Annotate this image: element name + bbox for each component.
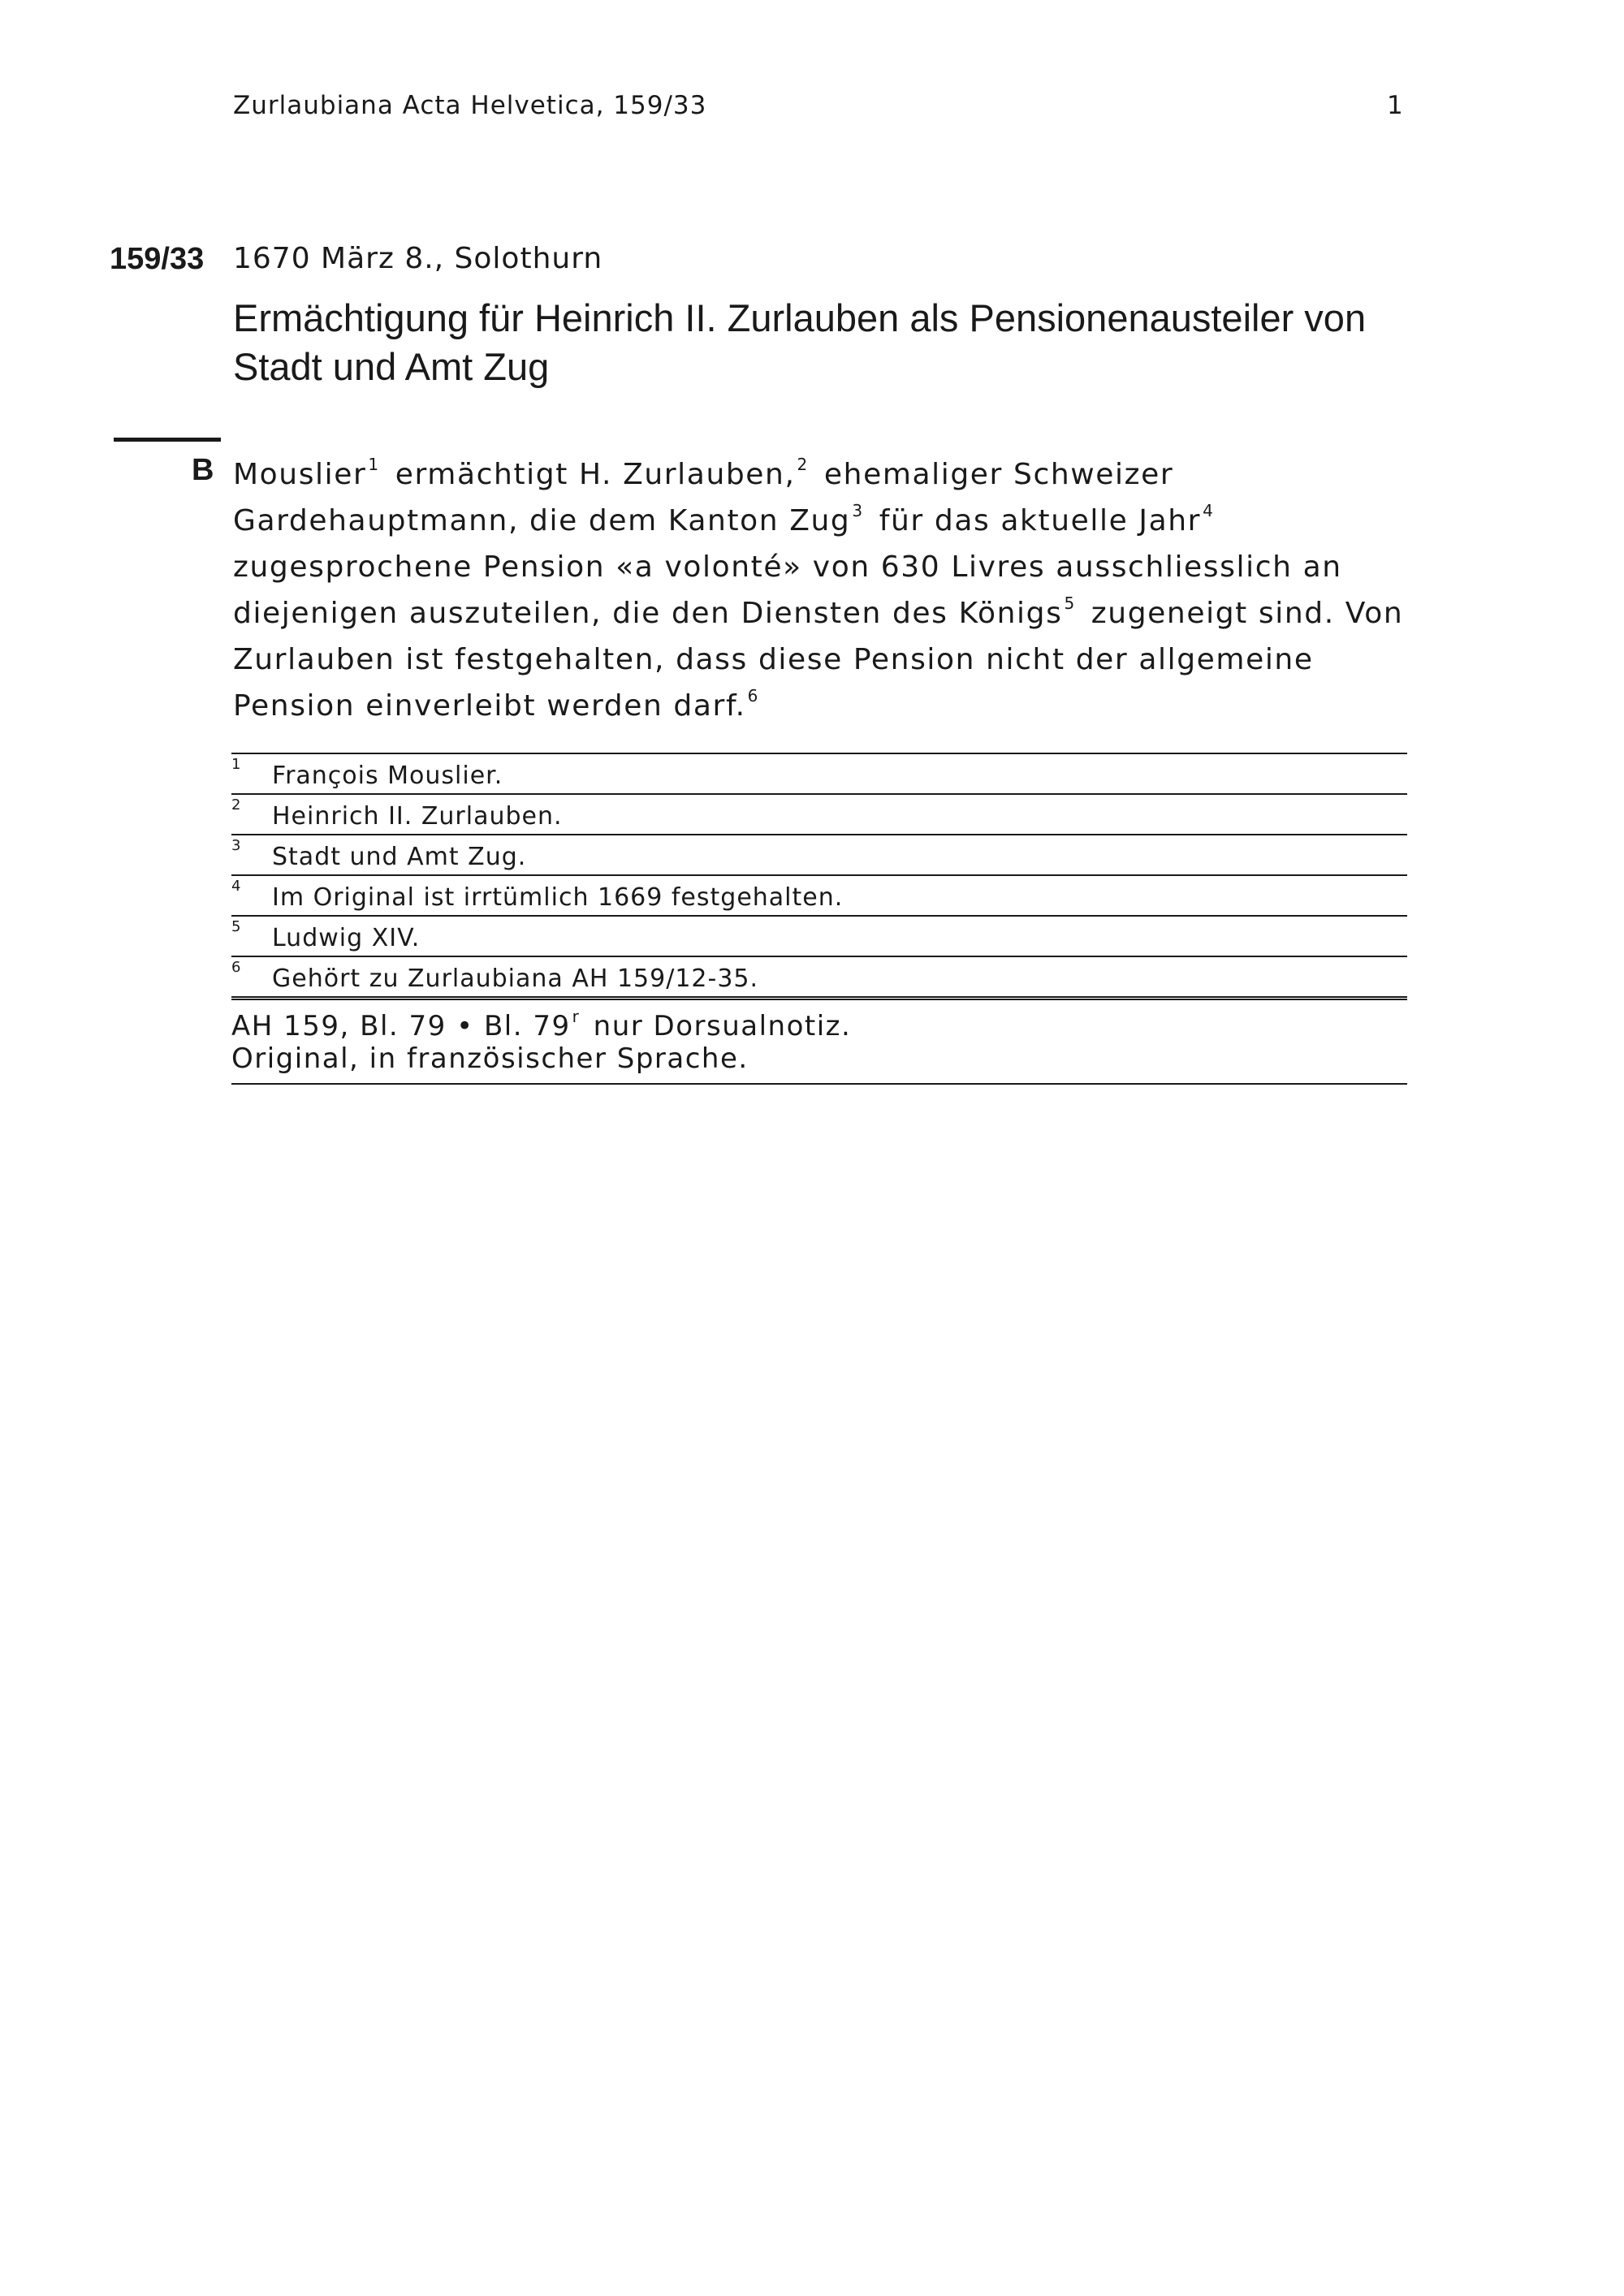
footnote <box>231 754 1407 795</box>
document-date-place: 1670 März 8., Solothurn <box>233 242 603 275</box>
footnote <box>231 795 1407 835</box>
footnote-number: 2 <box>231 796 241 814</box>
regest-segment: für das aktuelle Jahr <box>868 504 1202 537</box>
footnote <box>231 917 1407 957</box>
page-number: 1 <box>1387 91 1403 120</box>
source-reference <box>231 1006 1407 1042</box>
footnote-ref[interactable]: 6 <box>747 686 759 706</box>
footnote-text: Ludwig XIV. <box>272 924 421 952</box>
footnote <box>231 957 1407 998</box>
footnotes <box>231 753 1407 998</box>
footnote-number: 4 <box>231 878 241 895</box>
footnote-ref[interactable]: 1 <box>368 455 380 474</box>
running-title: Zurlaubiana Acta Helvetica, 159/33 <box>233 91 707 120</box>
source-block <box>231 999 1407 1085</box>
footnote-number: 5 <box>231 918 241 935</box>
footnote-number: 1 <box>231 756 241 773</box>
regest-segment: ermächtigt H. Zurlauben, <box>384 458 796 491</box>
footnote-ref[interactable]: 5 <box>1064 593 1076 613</box>
regest-text <box>233 451 1427 729</box>
footnote <box>231 876 1407 917</box>
footnote-number: 3 <box>231 837 241 854</box>
regest-segment: ehemaliger Schweizer Gardehauptmann, die dem Kanton Zug <box>233 458 1174 537</box>
source-language: Original, in französischer Sprache. <box>231 1042 749 1075</box>
footnote-ref[interactable]: 3 <box>852 501 864 520</box>
regest-segment: zugeneigt sind. Von Zurlauben ist festgehalten, dass diese Pension nicht der allgemeine Pension einverleibt werden darf. <box>233 597 1404 723</box>
footnote-text: Heinrich II. Zurlauben. <box>272 802 563 831</box>
document-title: Ermächtigung für Heinrich II. Zurlauben als Pensionenausteiler von Stadt und Amt Zug <box>233 296 1367 388</box>
source-reference-text: AH 159, Bl. 79 • Bl. 79 <box>231 1010 571 1042</box>
section-rule <box>114 438 221 442</box>
footnote-text: Gehört zu Zurlaubiana AH 159/12-35. <box>272 965 759 993</box>
footnote-text: Im Original ist irrtümlich 1669 festgehalten. <box>272 883 844 912</box>
regest-segment: zugesprochene Pension «a volonté» von 630 Livres ausschliesslich an diejenigen auszuteilen, die den Diensten des Königs <box>233 550 1342 630</box>
regest-segment: Mouslier <box>233 458 367 491</box>
footnote-ref[interactable]: 2 <box>797 455 809 474</box>
regest-marker: B <box>192 453 214 487</box>
footnote <box>231 835 1407 876</box>
recto-mark: r <box>572 1006 581 1026</box>
footnote-number: 6 <box>231 959 241 976</box>
footnote-ref[interactable]: 4 <box>1203 501 1215 520</box>
footnote-text: Stadt und Amt Zug. <box>272 843 527 871</box>
document-number: 159/33 <box>110 242 205 276</box>
footnote-text: François Mouslier. <box>272 762 503 790</box>
source-reference-note: nur Dorsualnotiz. <box>583 1010 852 1042</box>
